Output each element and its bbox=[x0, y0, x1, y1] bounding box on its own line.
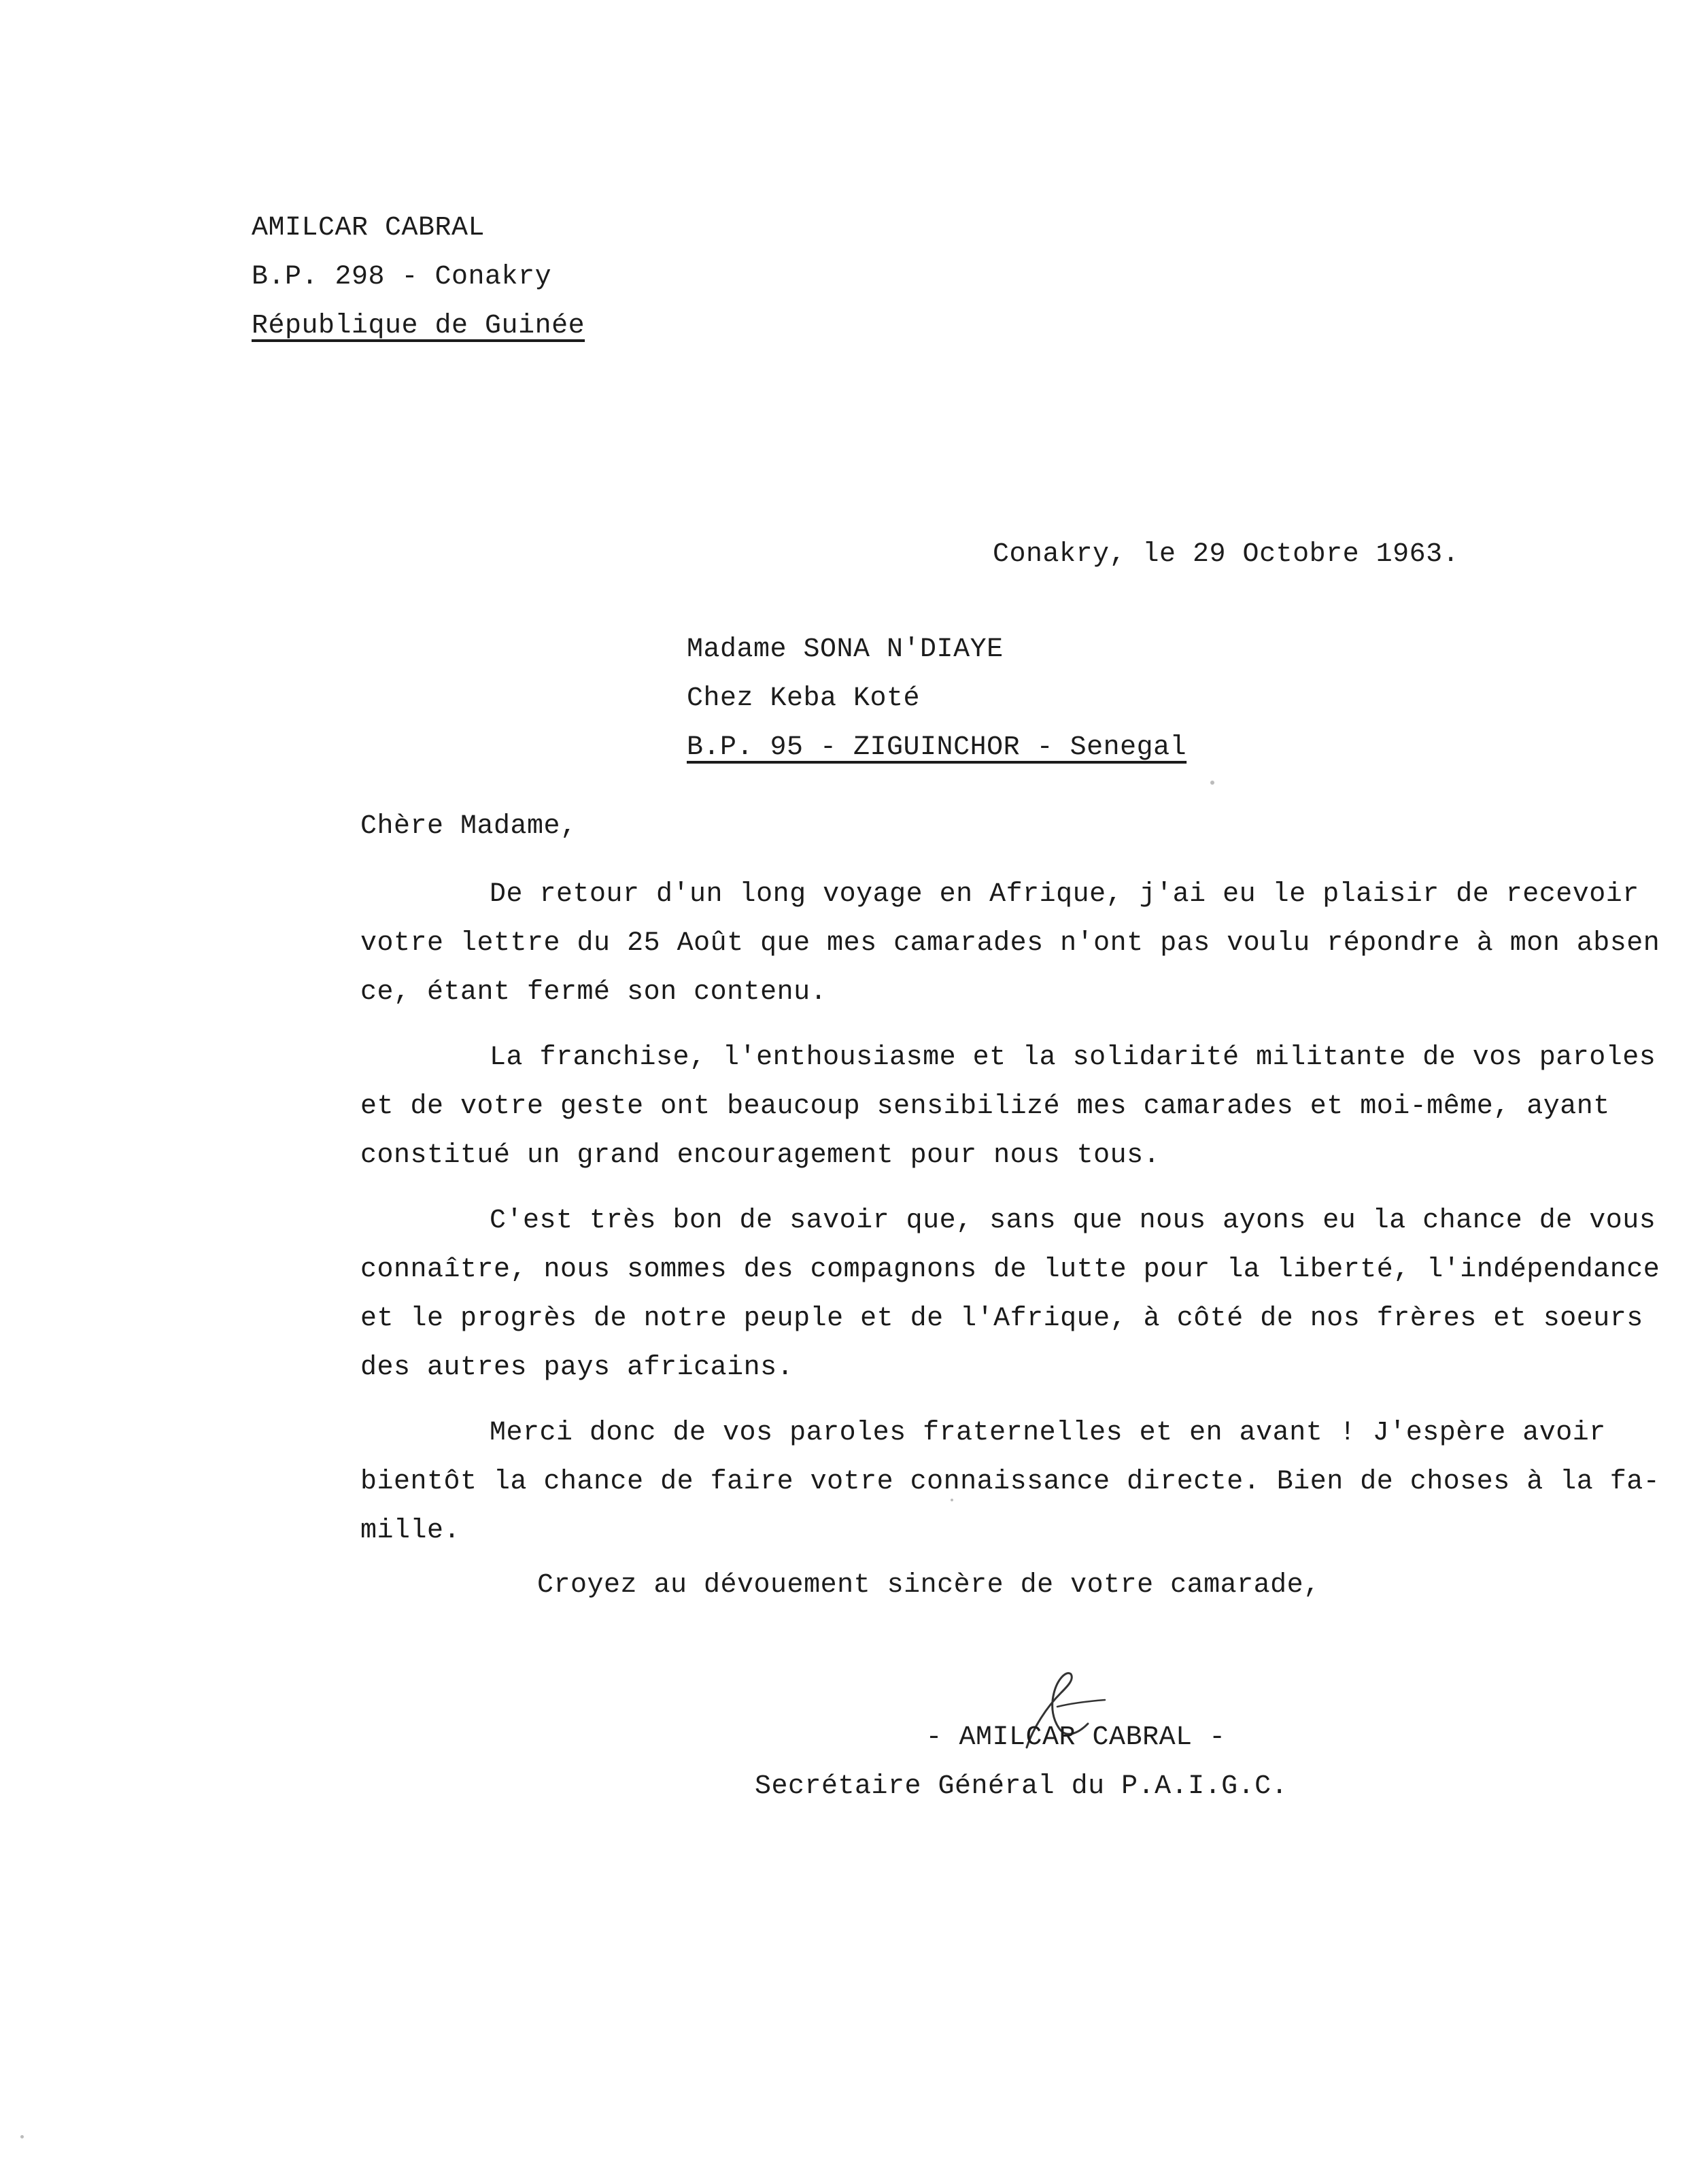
paragraph-2 bbox=[360, 1034, 1656, 1180]
recipient-care-of: Chez Keba Koté bbox=[687, 683, 921, 714]
paragraph-4 bbox=[360, 1409, 1660, 1556]
paragraph-line: ce, étant fermé son contenu. bbox=[360, 977, 827, 1008]
letter-body bbox=[360, 870, 1660, 1572]
sender-address: B.P. 298 - Conakry bbox=[252, 262, 552, 292]
paragraph-line: bientôt la chance de faire votre connaissance directe. Bien de choses à la fa- bbox=[360, 1467, 1660, 1497]
recipient-address: B.P. 95 - ZIGUINCHOR - Senegal bbox=[687, 732, 1187, 763]
salutation: Chère Madame, bbox=[360, 811, 577, 842]
paragraph-line: et le progrès de notre peuple et de l'Afrique, à côté de nos frères et soeurs bbox=[360, 1303, 1643, 1334]
sender-name: AMILCAR CABRAL bbox=[252, 213, 485, 243]
paper-speck bbox=[20, 2135, 24, 2138]
paragraph-line: et de votre geste ont beaucoup sensibilizé mes camarades et moi-même, ayant bbox=[360, 1091, 1610, 1122]
paragraph-line: constitué un grand encouragement pour nous tous. bbox=[360, 1140, 1161, 1171]
paragraph-line: La franchise, l'enthousiasme et la solidarité militante de vos paroles bbox=[490, 1042, 1656, 1073]
paragraph-1 bbox=[360, 870, 1660, 1017]
paragraph-line: connaître, nous sommes des compagnons de lutte pour la liberté, l'indépendance bbox=[360, 1255, 1660, 1285]
paragraph-line: C'est très bon de savoir que, sans que nous ayons eu la chance de vous bbox=[490, 1206, 1656, 1236]
paper-speck bbox=[1210, 781, 1214, 785]
sender-block bbox=[252, 204, 585, 351]
paragraph-line: De retour d'un long voyage en Afrique, j'ai eu le plaisir de recevoir bbox=[490, 879, 1639, 910]
closing-line: Croyez au dévouement sincère de votre camarade, bbox=[537, 1570, 1320, 1601]
signature-title: Secrétaire Général du P.A.I.G.C. bbox=[755, 1771, 1288, 1802]
sender-country: République de Guinée bbox=[252, 311, 585, 341]
paragraph-3 bbox=[360, 1197, 1660, 1393]
signature-block bbox=[755, 1714, 1288, 1811]
recipient-name: Madame SONA N'DIAYE bbox=[687, 634, 1004, 665]
paragraph-line: mille. bbox=[360, 1516, 461, 1546]
recipient-block bbox=[687, 626, 1186, 772]
letter-date: Conakry, le 29 Octobre 1963. bbox=[993, 539, 1460, 570]
paragraph-line: des autres pays africains. bbox=[360, 1352, 794, 1383]
signature-name: - AMILCAR CABRAL - bbox=[925, 1722, 1226, 1753]
paper-speck bbox=[951, 1499, 953, 1501]
paragraph-line: votre lettre du 25 Août que mes camarades n'ont pas voulu répondre à mon absen bbox=[360, 928, 1660, 959]
paragraph-line: Merci donc de vos paroles fraternelles et en avant ! J'espère avoir bbox=[490, 1418, 1606, 1448]
